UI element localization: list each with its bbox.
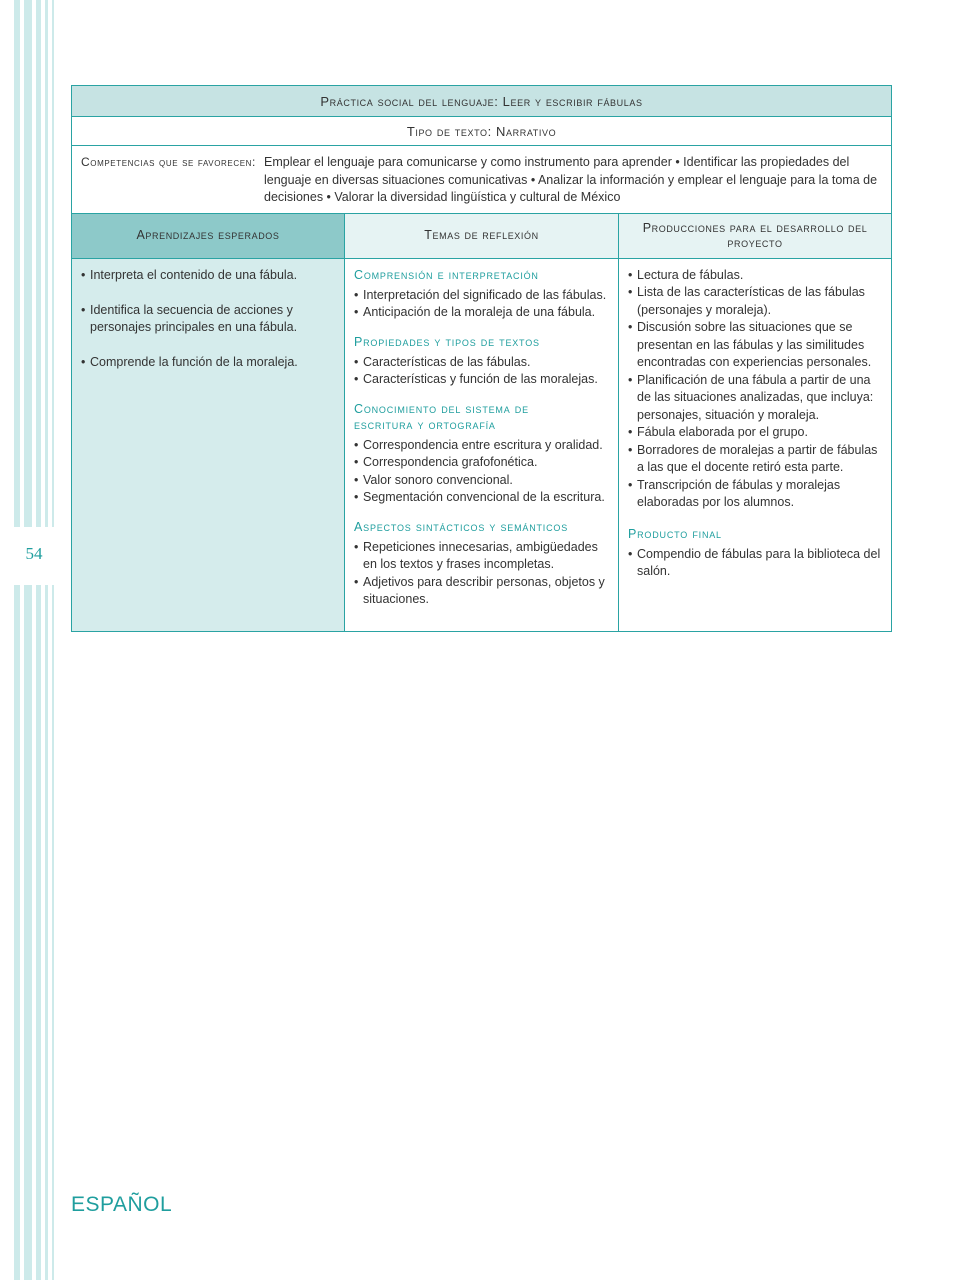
- producciones-column: [619, 259, 891, 631]
- header-aprendizajes: Aprendizajes esperados: [72, 214, 345, 258]
- competencies-text: Emplear el lenguaje para comunicarse y como instrumento para aprender • Identificar las propiedades del lenguaje en diversas situaciones comunicativas • Analizar la información y emplear el lenguaje para la toma de decisiones • Valorar la diversidad lingüística y cultural de México: [264, 155, 878, 204]
- list-item: • Identifica la secuencia de acciones y personajes principales en una fábula.: [81, 302, 336, 337]
- topic-title: Propiedades y tipos de textos: [354, 334, 540, 349]
- list-item: • Repeticiones innecesarias, ambigüedades en los textos y frases incompletas.: [354, 539, 610, 574]
- competencies-row: [72, 146, 891, 214]
- topic-section: [354, 401, 610, 507]
- table-title: Práctica social del lenguaje: Leer y escribir fábulas: [72, 86, 891, 117]
- page-number: 54: [25, 544, 43, 563]
- list-item: • Discusión sobre las situaciones que se presentan en las fábulas y las similitudes encontradas con experiencias personales.: [628, 319, 883, 372]
- list-item: • Adjetivos para describir personas, objetos y situaciones.: [354, 574, 610, 609]
- list-item: • Comprende la función de la moraleja.: [81, 354, 336, 372]
- temas-column: [345, 259, 619, 631]
- list-item: • Fábula elaborada por el grupo.: [628, 424, 883, 442]
- list-item: • Transcripción de fábulas y moralejas elaboradas por los alumnos.: [628, 477, 883, 512]
- decorative-stripe: [24, 0, 32, 1280]
- column-headers: [72, 214, 891, 259]
- list-item: • Características de las fábulas.: [354, 354, 610, 372]
- productions-section: [628, 267, 883, 512]
- list-item: • Planificación de una fábula a partir de una de las situaciones analizadas, que incluya: personajes, situación y moraleja.: [628, 372, 883, 425]
- curriculum-table: [71, 85, 892, 632]
- topic-title: Comprensión e interpretación: [354, 267, 539, 282]
- topic-section: [354, 334, 610, 389]
- table-body: [72, 259, 891, 631]
- topic-title: Aspectos sintácticos y semánticos: [354, 519, 569, 534]
- competencies-label: Competencias que se favorecen:: [81, 155, 256, 169]
- decorative-stripe: [36, 0, 41, 1280]
- list-item: • Interpreta el contenido de una fábula.: [81, 267, 336, 285]
- list-item: • Lectura de fábulas.: [628, 267, 883, 285]
- final-product-title: Producto final: [628, 526, 722, 541]
- list-item: • Correspondencia entre escritura y oralidad.: [354, 437, 610, 455]
- topic-title: Conocimiento del sistema de escritura y ortografía: [354, 401, 529, 432]
- aprendizajes-column: [72, 259, 345, 631]
- header-temas: Temas de reflexión: [345, 214, 619, 258]
- final-product-section: [628, 526, 883, 581]
- topic-section: [354, 519, 610, 609]
- list-item: • Interpretación del significado de las fábulas.: [354, 287, 610, 305]
- list-item: • Segmentación convencional de la escritura.: [354, 489, 610, 507]
- decorative-stripe: [45, 0, 48, 1280]
- decorative-stripe: [52, 0, 54, 1280]
- topic-section: [354, 267, 610, 322]
- header-producciones-label: Producciones para el desarrollo del proyecto: [642, 220, 868, 250]
- list-item: • Compendio de fábulas para la biblioteca del salón.: [628, 546, 883, 581]
- list-item: • Valor sonoro convencional.: [354, 472, 610, 490]
- list-item: • Características y función de las moralejas.: [354, 371, 610, 389]
- subject-label: ESPAÑOL: [71, 1193, 173, 1216]
- list-item: • Anticipación de la moraleja de una fábula.: [354, 304, 610, 322]
- decorative-stripe: [14, 0, 20, 1280]
- list-item: • Lista de las características de las fábulas (personajes y moraleja).: [628, 284, 883, 319]
- header-producciones: [619, 214, 891, 258]
- list-item: • Correspondencia grafofonética.: [354, 454, 610, 472]
- list-item: • Borradores de moralejas a partir de fábulas a las que el docente retiró esta parte.: [628, 442, 883, 477]
- text-type: Tipo de texto: Narrativo: [72, 117, 891, 146]
